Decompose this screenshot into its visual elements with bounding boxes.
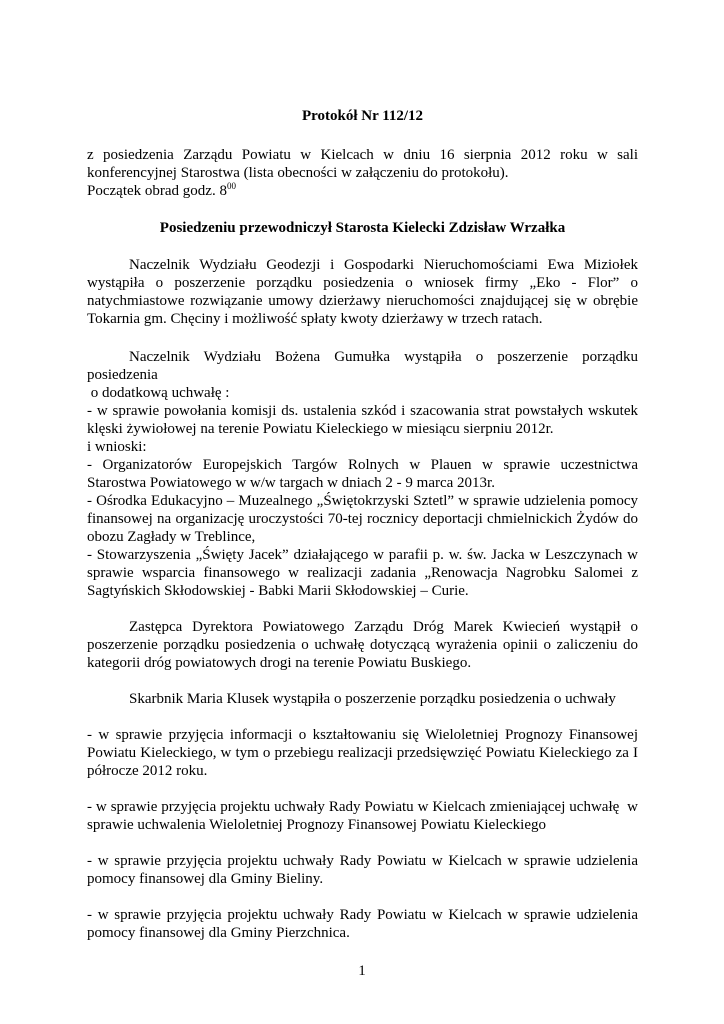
document-page bbox=[87, 107, 642, 942]
list-item: - w sprawie powołania komisji ds. ustalenia szkód i szacowania strat powstałych wskutek klęski żywiołowej na terenie Powiatu Kieleckiego w miesiącu sierpniu 2012r. bbox=[87, 403, 638, 437]
intro-paragraph bbox=[87, 146, 638, 200]
resolution-item: - w sprawie przyjęcia projektu uchwały Rady Powiatu w Kielcach w sprawie udzielenia pomocy finansowej dla Gminy Pierzchnica. bbox=[87, 907, 638, 941]
resolution-item: - w sprawie przyjęcia projektu uchwały Rady Powiatu w Kielcach w sprawie udzielenia pomocy finansowej dla Gminy Bieliny. bbox=[87, 853, 638, 887]
resolution-item: - w sprawie przyjęcia informacji o kształtowaniu się Wieloletniej Prognozy Finansowej Powiatu Kieleckiego, w tym o przebiegu realizacji przedsięwzięć Powiatu Kieleckiego za I półrocze 2012 roku. bbox=[87, 727, 638, 779]
list-item: - Organizatorów Europejskich Targów Rolnych w Plauen w sprawie uczestnictwa Starostwa Powiatowego w w/w targach w dniach 2 - 9 marca 2013r. bbox=[87, 457, 638, 491]
document-title: Protokół Nr 112/12 bbox=[301, 108, 424, 124]
paragraph-roads: Zastępca Dyrektora Powiatowego Zarządu Dróg Marek Kwiecień wystąpił o poszerzenie porządku posiedzenia o uchwałę dotyczącą wyrażenia opinii o zaliczeniu do kategorii dróg powiatowych drogi na terenie Powiatu Buskiego. bbox=[87, 619, 638, 671]
resolution-item: - w sprawie przyjęcia projektu uchwały Rady Powiatu w Kielcach zmieniającej uchwałę w sprawie uchwalenia Wieloletniej Prognozy Finansowej Powiatu Kieleckiego bbox=[87, 799, 642, 833]
paragraph-geodesy: Naczelnik Wydziału Geodezji i Gospodarki Nieruchomościami Ewa Miziołek wystąpiła o poszerzenie porządku posiedzenia o wniosek firmy „Eko - Flor” o natychmiastowe rozwiązanie umowy dzierżawy nieruchomości znajdującej się w obrębie Tokarnia gm. Chęciny i możliwość spłaty kwoty dzierżawy w trzech ratach. bbox=[87, 257, 638, 327]
list-item: - Stowarzyszenia „Święty Jacek” działającego w parafii p. w. św. Jacka w Leszczynach w sprawie wsparcia finansowego w realizacji zadania „Renowacja Nagrobku Salomei z Sagtyńskich Skłodowskiej - Babki Marii Skłodowskiej – Curie. bbox=[87, 547, 638, 599]
list-item: i wnioski: bbox=[87, 439, 147, 455]
list-item: - Ośrodka Edukacyjno – Muzealnego „Świętokrzyski Sztetl” w sprawie udzielenia pomocy finansowej na organizację uroczystości 70-tej rocznicy deportacji chmielnickich Żydów do obozu Zagłady w Treblince, bbox=[87, 493, 638, 545]
paragraph-gumulka bbox=[87, 348, 638, 600]
chair-heading: Posiedzeniu przewodniczył Starosta Kielecki Zdzisław Wrzałka bbox=[159, 220, 566, 236]
start-time bbox=[87, 183, 236, 199]
paragraph-gumulka-lead: Naczelnik Wydziału Bożena Gumułka wystąpiła o poszerzenie porządku posiedzenia bbox=[87, 349, 638, 383]
page-number: 1 bbox=[358, 963, 366, 979]
list-item: o dodatkową uchwałę : bbox=[87, 385, 230, 401]
intro-text: z posiedzenia Zarządu Powiatu w Kielcach w dniu 16 sierpnia 2012 roku w sali konferencyjnej Starostwa (lista obecności w załączeniu do protokołu). bbox=[87, 147, 638, 181]
start-time-label: Początek obrad godz. 8 bbox=[87, 183, 227, 199]
paragraph-treasurer: Skarbnik Maria Klusek wystąpiła o poszerzenie porządku posiedzenia o uchwały bbox=[129, 691, 616, 707]
start-time-minutes: 00 bbox=[226, 181, 236, 191]
